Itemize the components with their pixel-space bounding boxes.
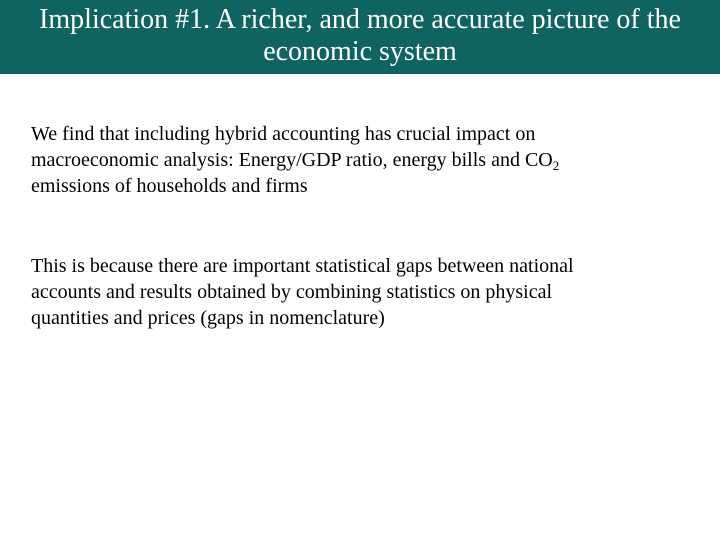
paragraph-hybrid-accounting <box>31 121 671 199</box>
paragraph-2-line-2: accounts and results obtained by combining statistics on physical <box>31 281 553 303</box>
slide-title-line-1: Implication #1. A richer, and more accurate picture of the <box>39 4 681 35</box>
paragraph-2-line-3: quantities and prices (gaps in nomenclature) <box>31 307 385 329</box>
title-bar <box>0 0 720 74</box>
slide-body <box>31 121 671 331</box>
paragraph-statistical-gaps <box>31 253 671 331</box>
paragraph-1-line-1: We find that including hybrid accounting has crucial impact on <box>31 123 536 145</box>
slide-title-line-2: economic system <box>263 36 457 67</box>
paragraph-1-line-3: emissions of households and firms <box>31 175 308 197</box>
paragraph-1-line-2: macroeconomic analysis: Energy/GDP ratio, energy bills and CO <box>31 149 553 171</box>
paragraph-2-line-1: This is because there are important statistical gaps between national <box>31 255 574 277</box>
co2-subscript: 2 <box>552 158 560 173</box>
